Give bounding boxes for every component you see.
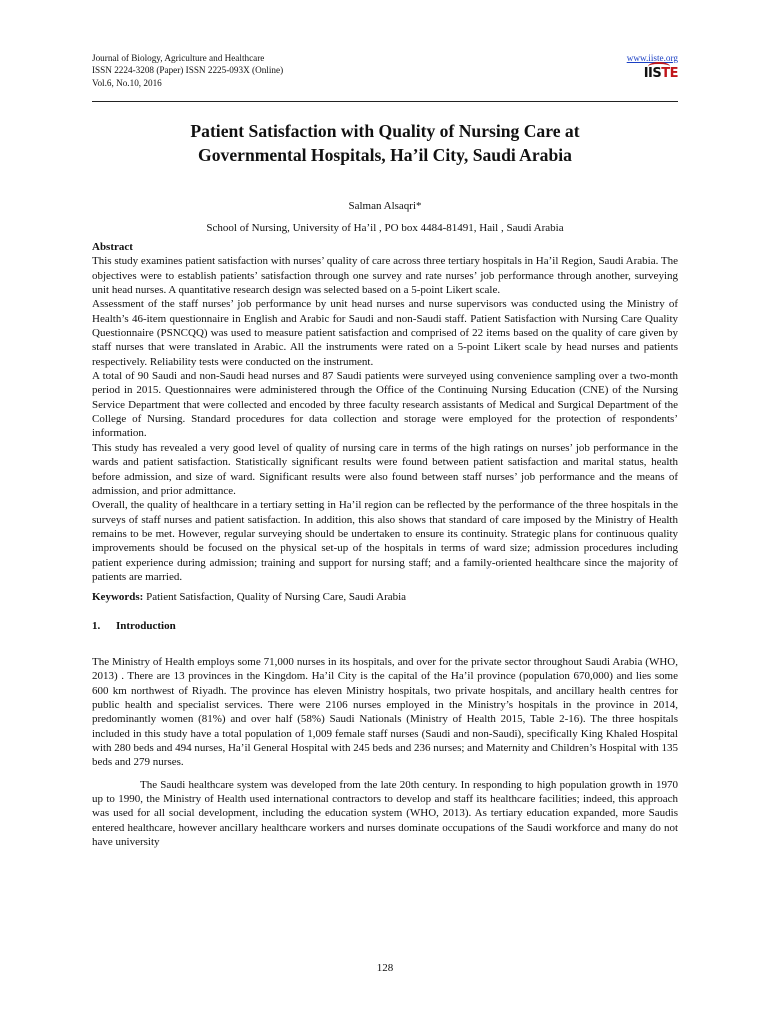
journal-name: Journal of Biology, Agriculture and Healthcare bbox=[92, 53, 265, 63]
keywords-label: Keywords: bbox=[92, 591, 144, 604]
journal-volume: Vol.6, No.10, 2016 bbox=[92, 77, 162, 88]
keywords-text: Patient Satisfaction, Quality of Nursing Care, Saudi Arabia bbox=[146, 591, 407, 604]
logo-text: IISTE bbox=[643, 66, 678, 82]
author-affiliation: School of Nursing, University of Ha’il , PO box 4484-81491, Hail , Saudi Arabia bbox=[206, 222, 564, 234]
journal-url-link[interactable]: www.iiste.org bbox=[626, 53, 678, 63]
paper-body bbox=[92, 240, 678, 849]
author-name: Salman Alsaqri* bbox=[348, 200, 422, 212]
paper-page bbox=[92, 0, 678, 1024]
title-line-1: Patient Satisfaction with Quality of Nursing Care at bbox=[190, 121, 580, 141]
iiste-logo bbox=[644, 68, 678, 80]
abstract-paragraph: Assessment of the staff nurses’ job performance by unit head nurses and nurse supervisors was conducted using the Ministry of Health’s 46-item questionnaire in English and Arabic for Saudi and non-Saudi staff. Patient Satisfaction with Nursing Care Quality Questionnaire (PSNCQQ) was used to measure patient satisfaction and comprised of 22 items based on the quality of care given by staff nurses that were translated in Arabic. All the instruments were rated on a 5-point Likert scale by head nurses and patients respectively. Reliability tests were conducted on the instrument. bbox=[92, 298, 678, 368]
header-right bbox=[627, 52, 678, 81]
section-number: 1. bbox=[92, 619, 101, 632]
header-divider bbox=[92, 101, 678, 102]
abstract-heading: Abstract bbox=[92, 241, 133, 253]
journal-issn: ISSN 2224-3208 (Paper) ISSN 2225-093X (Online) bbox=[92, 65, 284, 76]
abstract-paragraph: This study examines patient satisfaction with nurses’ quality of care across three tertiary hospitals in Ha’il Region, Saudi Arabia. The objectives were to establish patients’ satisfaction through one survey and rate nurses’ job performance through another, surveying unit head nurses. A quantitative research design was selected based on a 5-point Likert scale. bbox=[92, 255, 678, 297]
abstract-paragraph: A total of 90 Saudi and non-Saudi head nurses and 87 Saudi patients were surveyed using convenience sampling over a two-month period in 2015. Questionnaires were administered through the Office of the Continuing Nursing Education (CNE) of the Nursing Service Department that were collected and encoded by three faculty research assistants of Medical and Surgical Department of the College of Nursing. Standard procedures for data collection and storage were employed for the protection of respondents’ information. bbox=[92, 370, 678, 440]
page-number: 128 bbox=[376, 962, 394, 974]
journal-header bbox=[92, 52, 678, 89]
section-title: Introduction bbox=[116, 619, 176, 632]
intro-paragraph: The Ministry of Health employs some 71,000 nurses in its hospitals, and over for the private sector throughout Saudi Arabia (WHO, 2013) . There are 13 provinces in the Kingdom. Ha’il City is the capital of the Ha’il province (population 670,000) and lies some 600 km northwest of Riyadh. The province has eleven Ministry hospitals, two private hospitals, and ancillary health centres for public health and specialist services. There were 2106 nurses employed in the Ministry’s hospitals in the province in 2014, predominantly women (81%) and over half (58%) Saudi Nationals (Ministry of Health 2015, Table 2-16). The three hospitals included in this study have a total population of 1,009 female staff nurses (Saudi and non-Saudi), specifically King Khaled Hospital with 280 beds and 494 nurses, Ha’il General Hospital with 245 beds and 236 nurses; and Maternity and Children’s Hospital with 135 beds and 279 nurses. bbox=[92, 655, 678, 769]
section-heading-introduction bbox=[92, 619, 678, 633]
keywords-line bbox=[92, 590, 678, 604]
abstract-paragraph: This study has revealed a very good level of quality of nursing care in terms of the high ratings on nurses’ job performance in the wards and patient satisfaction. Statistically significant results were found between patient satisfaction and marital status, health before admission, and size of ward. Significant results were also found between staff nurses’ job performance and the means of admission, and prior admittance. bbox=[92, 441, 678, 497]
logo-swoosh-icon bbox=[648, 62, 670, 71]
abstract-paragraph: Overall, the quality of healthcare in a tertiary setting in Ha’il region can be reflected by the performance of the three hospitals in the surveys of staff nurses and patient satisfaction. In addition, this also shows that standard of care imposed by the Ministry of Health remains to be met. However, regular surveying should be undertaken to ensure its continuity. Strategic plans for continuous quality improvements should be focused on the physical set-up of the hospitals in terms of ward size; admission procedures including patient experience during admission; training and support for nursing staff; and a family-oriented healthcare since the majority of patients are married. bbox=[92, 499, 678, 583]
title-line-2: Governmental Hospitals, Ha’il City, Saudi Arabia bbox=[198, 144, 572, 165]
paper-title bbox=[92, 120, 678, 167]
intro-paragraph: The Saudi healthcare system was developed from the late 20th century. In responding to high population growth in 1970 up to 1990, the Ministry of Health used international contractors to develop and staff its healthcare facilities; indeed, this approach was used for all social development, including the education system (WHO, 2013). As tertiary education expanded, more Saudis entered healthcare, however ancillary healthcare workers and nurses dominate occupations of the Saudi workforce and many do not have university bbox=[92, 778, 678, 849]
